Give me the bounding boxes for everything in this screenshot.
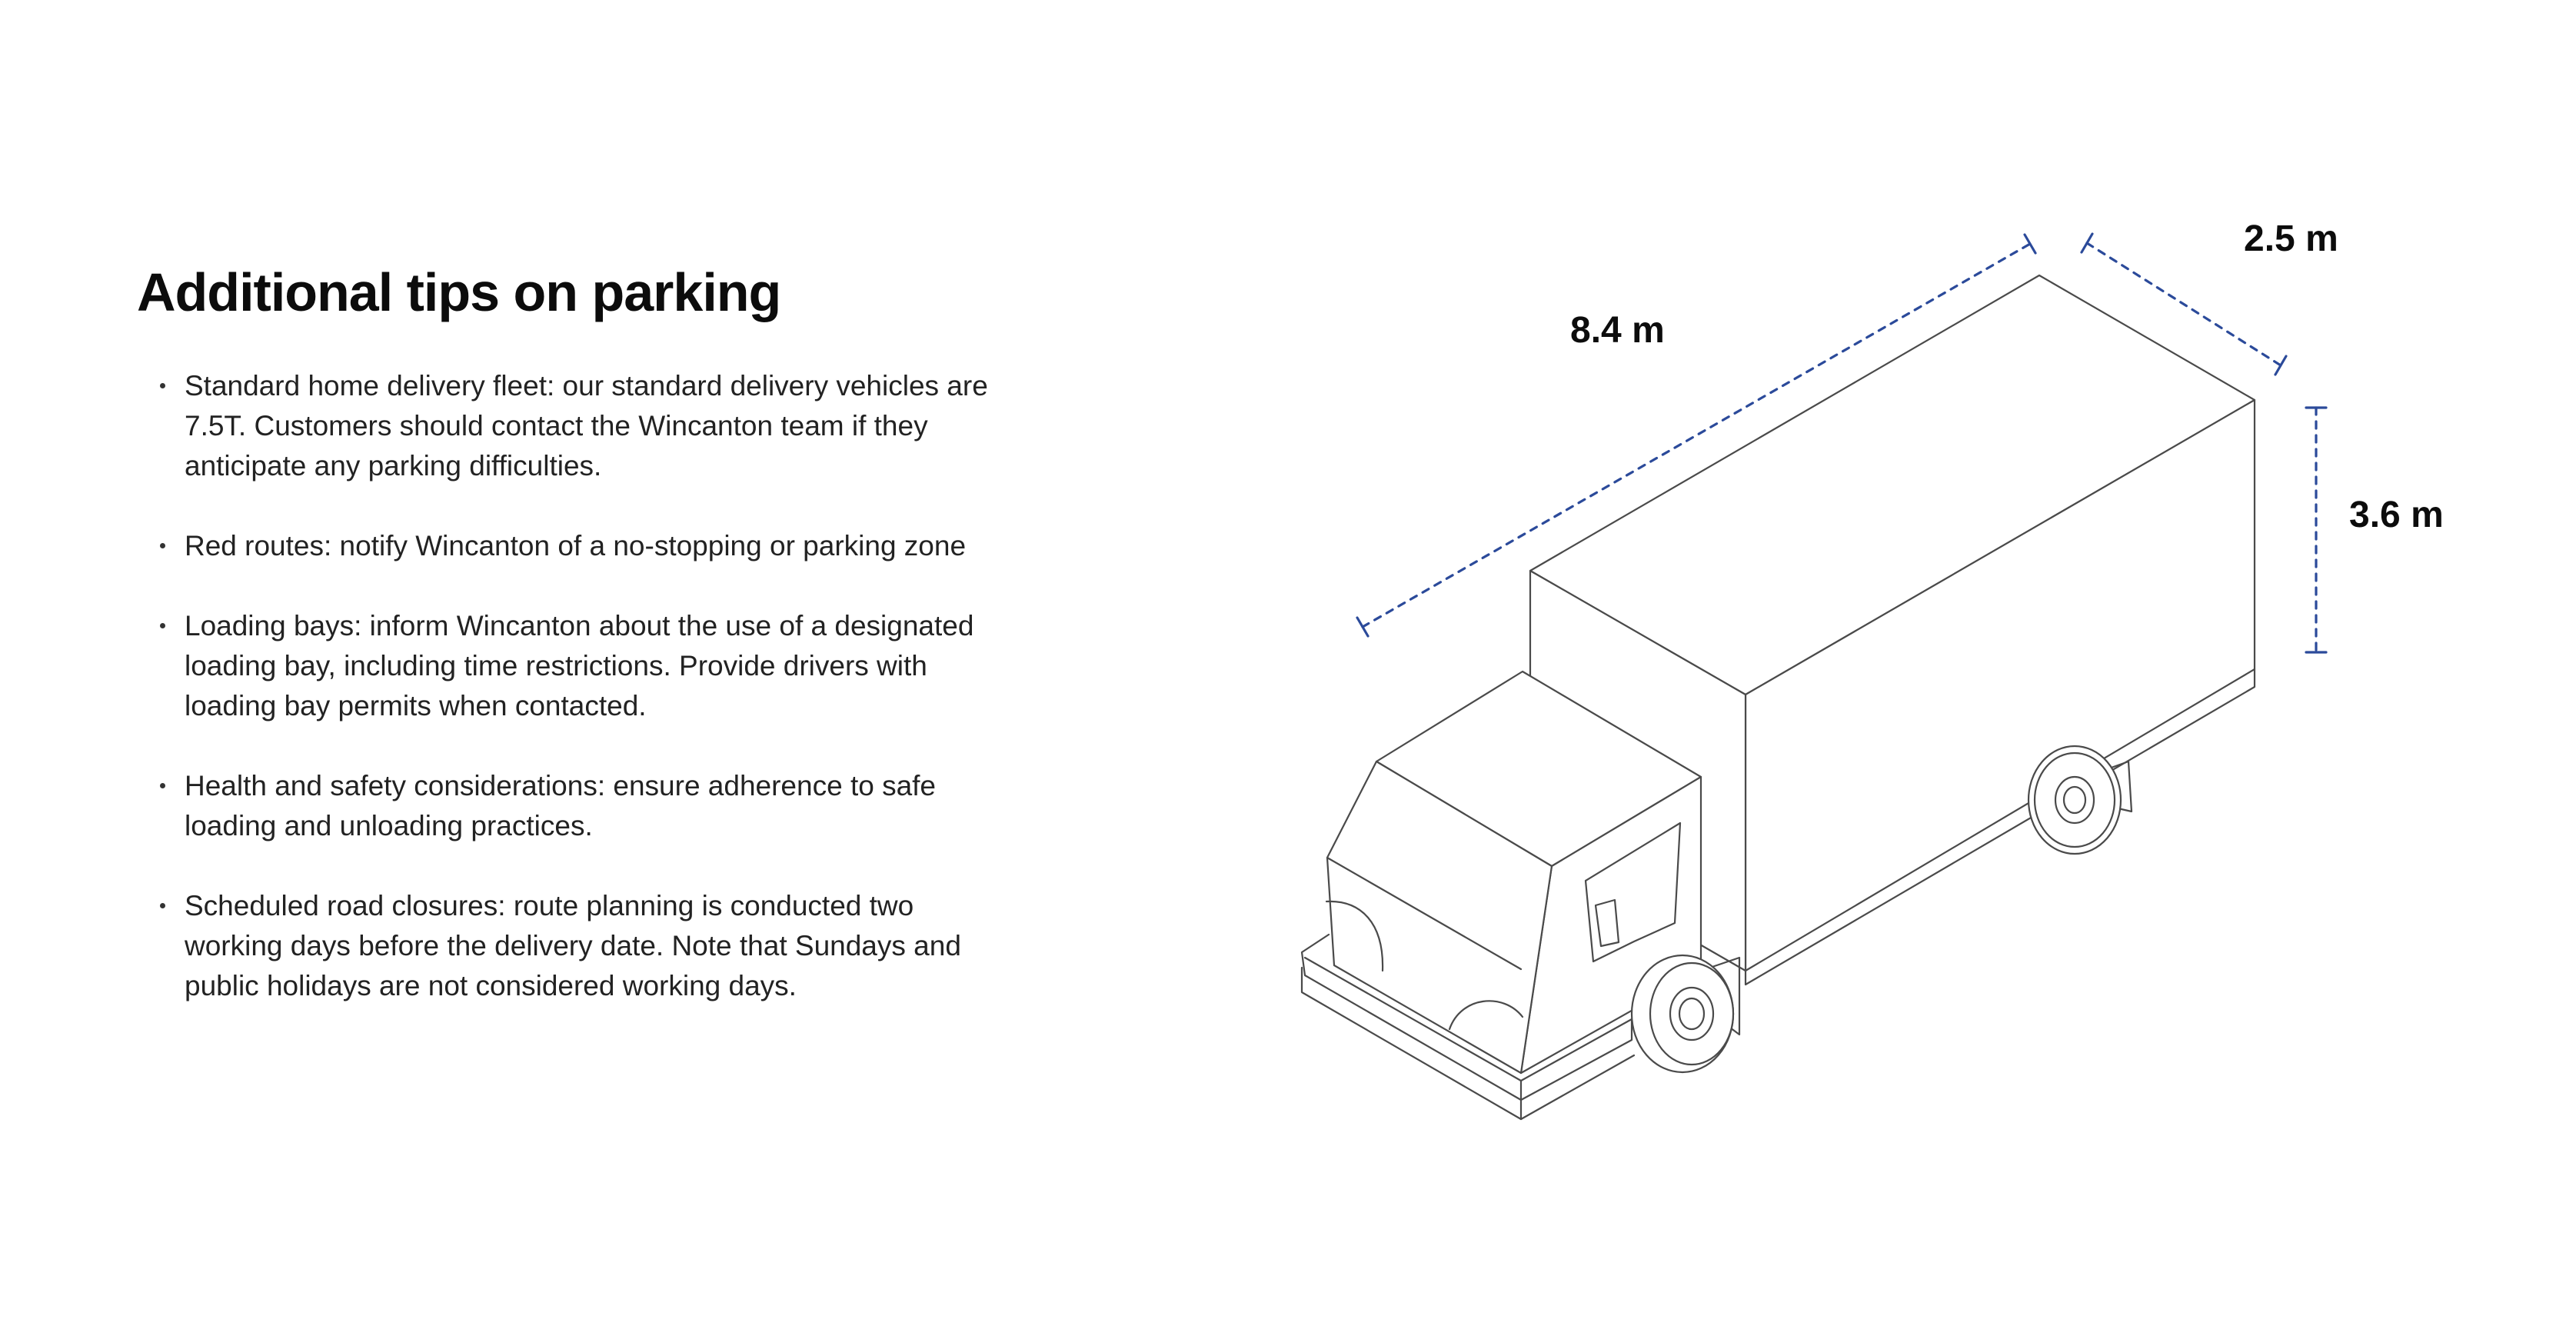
rear-wheel <box>2029 746 2121 854</box>
tip-delivery-fleet: Standard home delivery fleet: our standard delivery vehicles are 7.5T. Customers should contact the Wincanton team if they anticipate any parking difficulties. <box>137 366 1013 486</box>
height-label: 3.6 m <box>2349 495 2444 535</box>
tip-road-closures: Scheduled road closures: route planning is conducted two working days before the delivery date. Note that Sundays and public holidays are not considered working days. <box>137 886 1013 1006</box>
width-label: 2.5 m <box>2244 218 2338 259</box>
tip-loading-bays: Loading bays: inform Wincanton about the use of a designated loading bay, including time restrictions. Provide drivers with loading bay permits when contacted. <box>137 606 1013 726</box>
front-wheel <box>1632 955 1733 1072</box>
height-dimension-line <box>2306 408 2326 652</box>
length-label: 8.4 m <box>1570 310 1665 351</box>
page-title: Additional tips on parking <box>137 262 781 322</box>
tip-red-routes: Red routes: notify Wincanton of a no-stopping or parking zone <box>137 526 1013 566</box>
tip-health-safety: Health and safety considerations: ensure adherence to safe loading and unloading practices. <box>137 766 1013 846</box>
